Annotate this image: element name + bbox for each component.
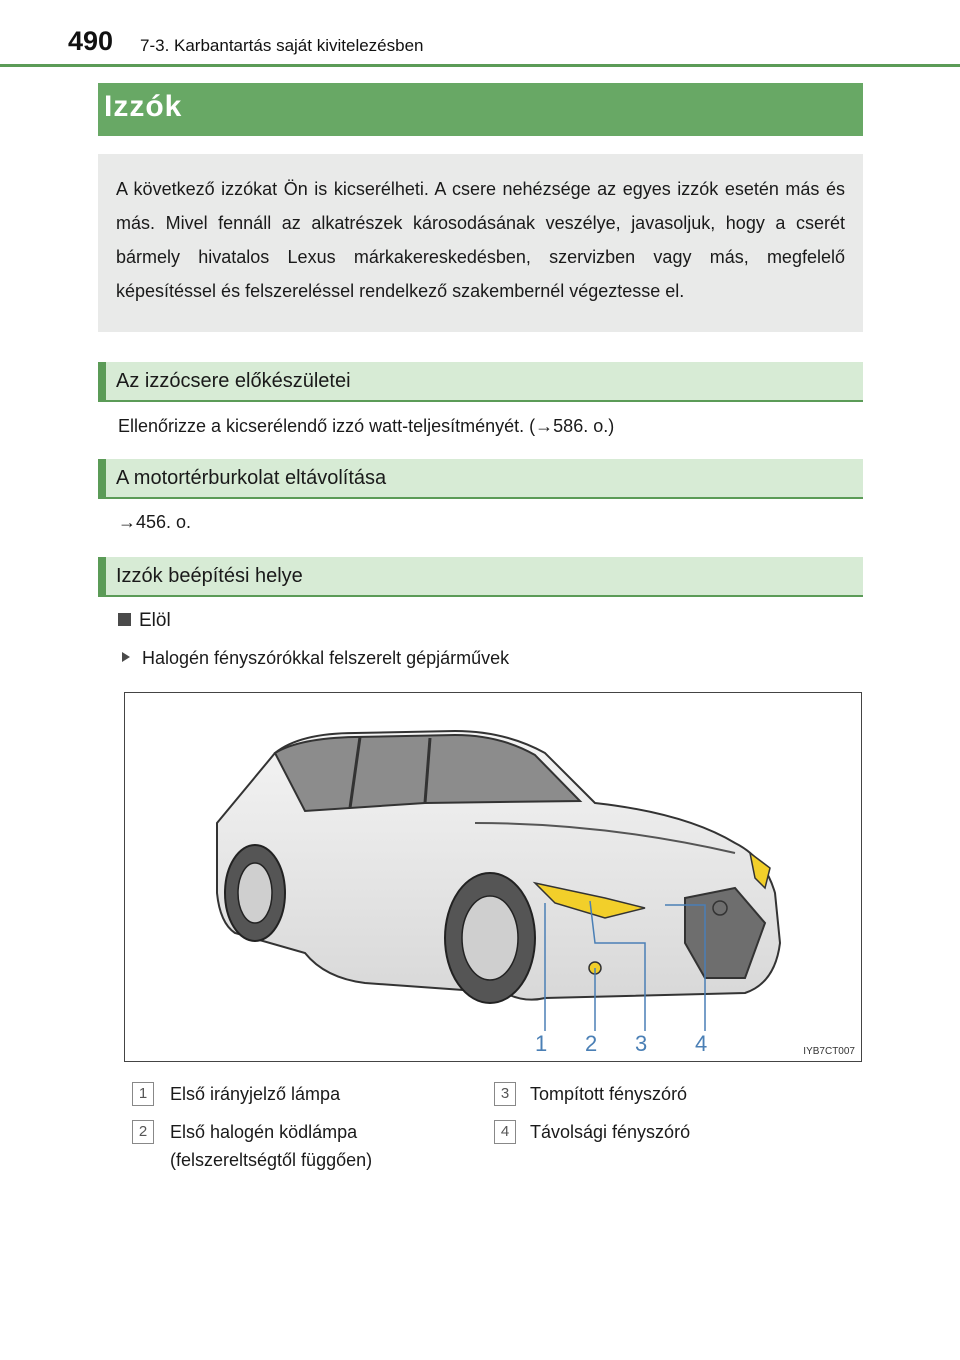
callout-3: 3: [635, 1031, 648, 1056]
section-title: Az izzócsere előkészületei: [116, 370, 351, 392]
section-accent: [98, 557, 106, 595]
legend-number: 4: [494, 1120, 516, 1144]
intro-box: [98, 154, 863, 332]
legend-text: Első halogén ködlámpa (felszereltségtől függően): [170, 1122, 373, 1170]
legend-text: Távolsági fényszóró: [530, 1122, 691, 1142]
section-title: Izzók beépítési helye: [116, 565, 303, 587]
front-rim: [462, 896, 518, 980]
legend-text: Első irányjelző lámpa: [170, 1084, 341, 1104]
section-title: A motortérburkolat eltávolítása: [116, 467, 387, 489]
square-bullet-icon: [118, 613, 131, 626]
section-engine-cover: [98, 459, 863, 499]
page-header: [68, 24, 920, 64]
callout-1: 1: [535, 1031, 548, 1056]
preparation-text: Ellenőrizze a kicserélendő izzó watt-teljesítményét. (→586. o.): [118, 416, 615, 436]
page-number: 490: [68, 26, 114, 56]
section-preparation: [98, 362, 863, 402]
bullet-halogen: [122, 648, 509, 669]
page-title: Izzók: [98, 83, 863, 136]
chapter-title: 7-3. Karbantartás saját kivitelezésben: [140, 36, 424, 55]
subheading-front: [118, 610, 171, 632]
triangle-bullet-icon: [122, 652, 130, 662]
intro-text: A következő izzókat Ön is kicserélheti. A csere nehézsége az egyes izzók esetén más és más. Mivel fennáll az alkatrészek károsodásának veszélye, javasoljuk, hogy a cserét bármely hivatalos Lexus márkakereskedésben, szervizben vagy más, megfelelő képesítéssel és felszereléssel rendelkező szakembernél végeztesse el.: [116, 179, 845, 301]
callout-2: 2: [585, 1031, 598, 1056]
callout-4: 4: [695, 1031, 708, 1056]
subheading-text: Elöl: [139, 610, 171, 631]
legend-number: 1: [132, 1082, 154, 1106]
legend-text: Tompított fényszóró: [530, 1084, 688, 1104]
rear-rim: [238, 863, 272, 923]
car-figure: [124, 692, 862, 1062]
figure-code: IYB7CT007: [803, 1046, 855, 1057]
legend-number: 3: [494, 1082, 516, 1106]
section-bulb-locations: [98, 557, 863, 597]
header-rule: [0, 64, 960, 67]
bullet-text: Halogén fényszórókkal felszerelt gépjárművek: [142, 648, 510, 668]
engine-cover-text: →456. o.: [118, 512, 192, 532]
section-accent: [98, 362, 106, 400]
section-accent: [98, 459, 106, 497]
car-illustration: [125, 693, 861, 1061]
legend-number: 2: [132, 1120, 154, 1144]
